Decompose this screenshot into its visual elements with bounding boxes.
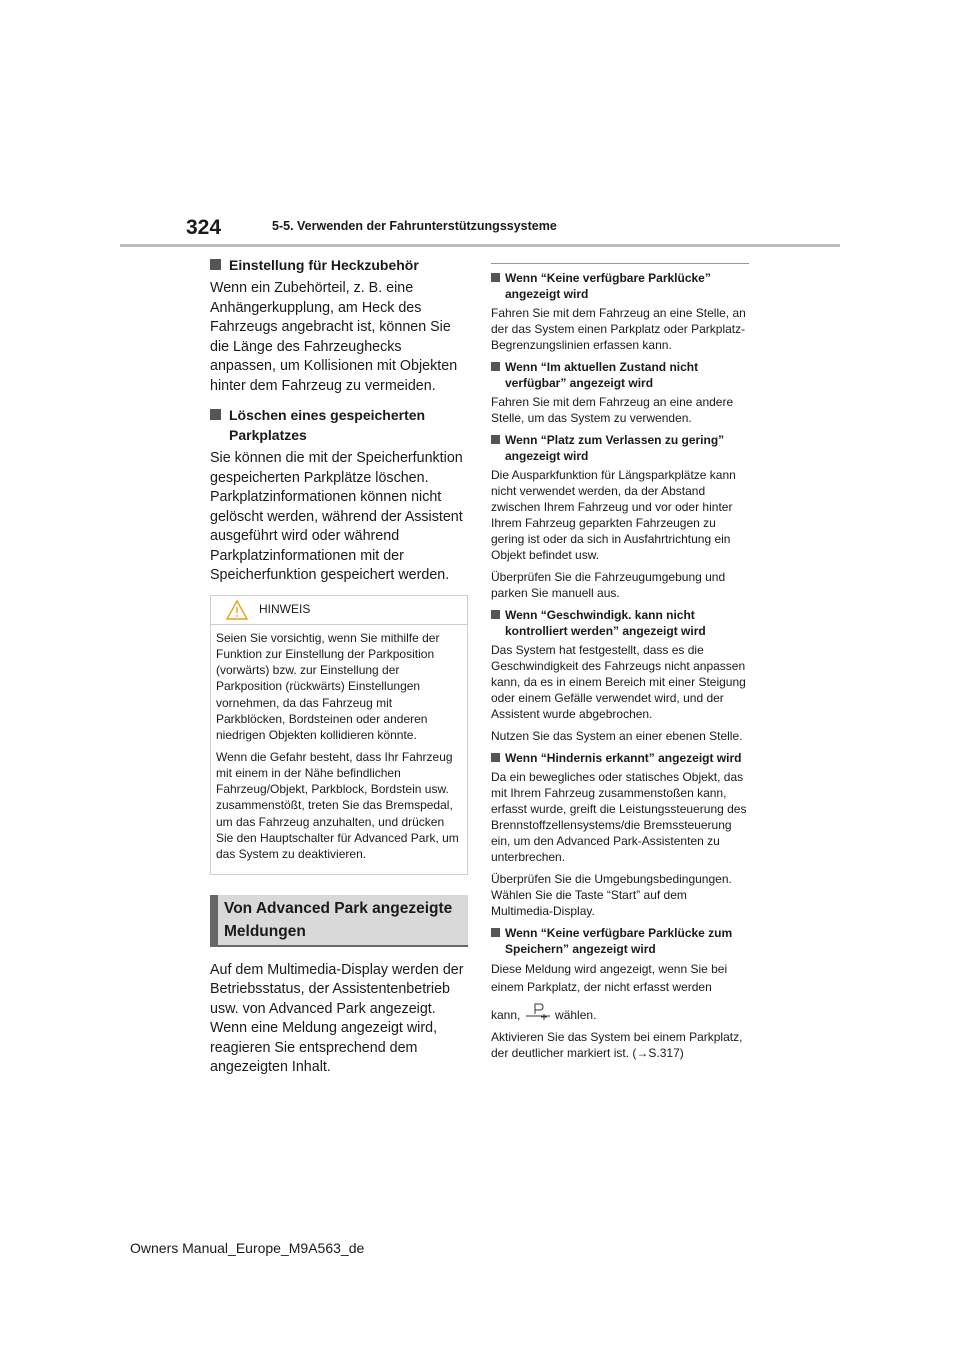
paragraph-messages-intro: Auf dem Multimedia-Display werden der Betriebsstatus, der Assistentenbetrieb usw. von Advanced Park angezeigt. Wenn eine Meldung angezeigt wird, reagieren Sie entsprechend dem angezeigten Inhalt. (210, 961, 464, 1076)
heading-delete-parking (210, 405, 468, 445)
footer-text: Owners Manual_Europe_M9A563_de (130, 1240, 365, 1256)
heading-text: Wenn “Hindernis erkannt” angezeigt wird (505, 751, 742, 765)
heading-speed (491, 607, 749, 639)
heading-text: Wenn “Platz zum Verlassen zu gering” angezeigt wird (505, 433, 725, 463)
section-heading-box (210, 895, 468, 947)
paragraph: Das System hat festgestellt, dass es die Geschwindigkeit des Fahrzeugs nicht anpassen kann, da es in einem Bereich mit einer Steigung oder einem Gefälle verwendet wird, und der Assistent wurde abgebrochen. (491, 643, 746, 721)
section-title: Von Advanced Park angezeigte Meldungen (224, 899, 453, 940)
paragraph: Fahren Sie mit dem Fahrzeug an eine andere Stelle, um das System zu verwenden. (491, 395, 734, 425)
page-number: 324 (186, 216, 222, 239)
paragraph-delete-parking: Sie können die mit der Speicherfunktion gespeicherten Parkplätze löschen. Parkplatzinformationen können nicht gelöscht werden, während der Assistent ausgeführt wird oder während Parkplatzinformationen mit der Speicherfunktion gespeichert werden. (210, 450, 463, 583)
heading-no-space (491, 270, 749, 302)
heading-text: Wenn “Keine verfügbare Parklücke” angezeigt wird (505, 271, 711, 301)
heading-not-available (491, 359, 749, 391)
notice-header (211, 596, 467, 625)
paragraph: Die Ausparkfunktion für Längsparkplätze kann nicht verwendet werden, da der Abstand zwischen Ihrem Fahrzeug und vor oder hinter Ihrem Fahrzeug geparkten Fahrzeugen zu gering ist oder da sich in Ausfahrtrichtung ein Objekt befindet usw. (491, 468, 736, 562)
heading-exit-space (491, 432, 749, 464)
notice-body (211, 625, 467, 874)
bullet-square-icon (491, 753, 500, 762)
paragraph: Aktivieren Sie das System bei einem Parkplatz, der deutlicher markiert ist. (→S.317) (491, 1030, 743, 1060)
column-top-rule (491, 263, 749, 264)
bullet-square-icon (210, 409, 221, 420)
heading-obstacle (491, 750, 749, 766)
notice-title: HINWEIS (259, 601, 311, 616)
paragraph-with-icon (491, 1002, 749, 1023)
warning-triangle-icon (225, 599, 249, 621)
notice-box (210, 595, 468, 875)
paragraph: Da ein bewegliches oder statisches Objekt, das mit Ihrem Fahrzeug zusammenstoßen kann, erfasst wurde, greift die Leistungssteuerung des Brennstoffzellensystems/die Bremssteuerung ein, um den Advanced Park-Assistenten zu unterbrechen. (491, 770, 747, 864)
notice-paragraph: Wenn die Gefahr besteht, dass Ihr Fahrzeug mit einem in der Nähe befindlichen Fahrzeug/Objekt, Parkblock, Bordstein usw. zusammenstößt, treten Sie das Bremspedal, um das Fahrzeug anzuhalten, und drücken Sie den Hauptschalter für Advanced Park, um das System zu deaktivieren. (216, 749, 459, 862)
bullet-square-icon (491, 610, 500, 619)
paragraph: Überprüfen Sie die Fahrzeugumgebung und parken Sie manuell aus. (491, 570, 726, 600)
bullet-square-icon (210, 259, 221, 270)
bullet-square-icon (491, 435, 500, 444)
inline-text: wählen. (555, 1008, 597, 1022)
bullet-square-icon (491, 928, 500, 937)
parking-register-icon (524, 1002, 552, 1022)
heading-rear-accessory (210, 255, 468, 275)
paragraph: Fahren Sie mit dem Fahrzeug an eine Stelle, an der das System einen Parkplatz oder Parkplatz-Begrenzungslinien erfassen kann. (491, 306, 746, 352)
heading-text: Einstellung für Heckzubehör (229, 257, 419, 273)
chapter-title: 5-5. Verwenden der Fahrunterstützungssysteme (272, 219, 557, 233)
bullet-square-icon (491, 362, 500, 371)
inline-text: kann, (491, 1008, 521, 1022)
bullet-square-icon (491, 273, 500, 282)
notice-paragraph: Seien Sie vorsichtig, wenn Sie mithilfe der Funktion zur Einstellung der Parkposition (vorwärts) bzw. zur Einstellung der Parkposition (rückwärts) Einstellungen vornehmen, da das Fahrzeug mit Parkblöcken, Bordsteinen oder anderen niedrigen Objekten kollidieren könnte. (216, 630, 440, 743)
heading-text: Wenn “Geschwindigk. kann nicht kontrolliert werden” angezeigt wird (505, 608, 706, 638)
paragraph-rear-accessory: Wenn ein Zubehörteil, z. B. eine Anhängerkupplung, am Heck des Fahrzeugs angebracht ist, können Sie die Länge des Fahrzeughecks anpassen, um Kollisionen mit Objekten hinter dem Fahrzeug zu vermeiden. (210, 280, 458, 394)
heading-text: Löschen eines gespeicherten Parkplatzes (229, 407, 426, 443)
paragraph: Nutzen Sie das System an einer ebenen Stelle. (491, 729, 743, 743)
heading-text: Wenn “Keine verfügbare Parklücke zum Speichern” angezeigt wird (505, 926, 733, 956)
heading-save-space (491, 925, 749, 957)
paragraph: Überprüfen Sie die Umgebungsbedingungen. Wählen Sie die Taste “Start” auf dem Multimedia-Display. (491, 872, 732, 918)
paragraph: Diese Meldung wird angezeigt, wenn Sie bei einem Parkplatz, der nicht erfasst werden (491, 962, 728, 994)
header-divider (120, 244, 840, 247)
left-column (210, 255, 468, 1087)
heading-text: Wenn “Im aktuellen Zustand nicht verfügbar” angezeigt wird (505, 360, 699, 390)
right-column (491, 263, 749, 1067)
